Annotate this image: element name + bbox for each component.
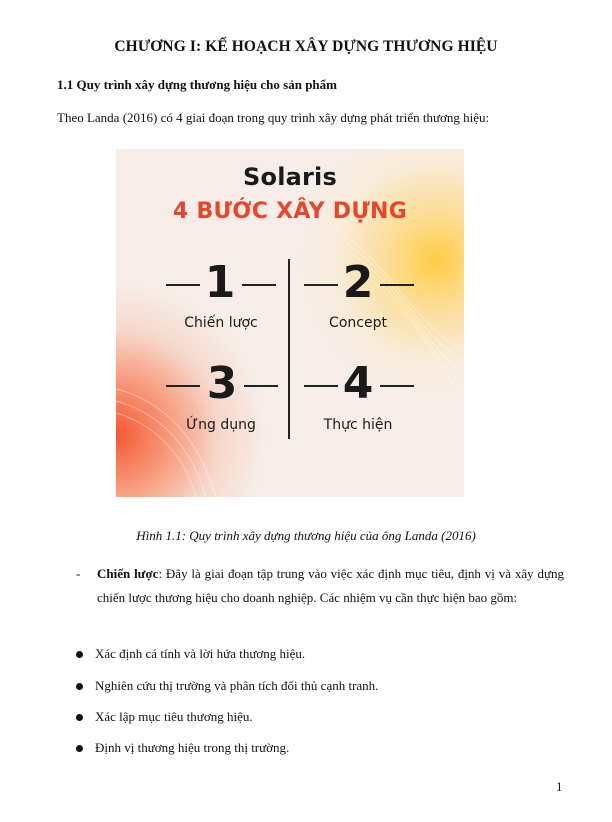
strategy-paragraph: [76, 562, 564, 609]
step-1-number: 1: [204, 257, 236, 308]
figure-headline: 4 BƯỚC XÂY DỰNG: [172, 199, 408, 224]
figure-divider: [288, 259, 290, 439]
intro-paragraph: Theo Landa (2016) có 4 giai đoạn trong quy trình xây dựng phát triển thương hiệu:: [57, 110, 490, 125]
step-2-left-line: [304, 284, 338, 286]
step-4-right-line: [380, 385, 414, 387]
strategy-term: Chiến lược: [97, 566, 159, 581]
list-item-text: Nghiên cứu thị trường và phân tích đối thủ cạnh tranh.: [95, 678, 379, 693]
list-item-text: Định vị thương hiệu trong thị trường.: [95, 740, 290, 755]
figure-caption: Hình 1.1: Quy trình xây dựng thương hiệu của ông Landa (2016): [136, 528, 476, 543]
step-2-number: 2: [342, 257, 374, 308]
bullet-icon: [76, 745, 83, 752]
step-4-label: Thực hiện: [323, 417, 393, 433]
step-3-right-line: [244, 385, 278, 387]
list-item-text: Xác định cá tính và lời hứa thương hiệu.: [95, 646, 306, 661]
page-number: 1: [556, 779, 563, 794]
step-1-label: Chiến lược: [184, 315, 258, 331]
list-item: [76, 740, 289, 756]
list-item-text: Xác lập mục tiêu thương hiệu.: [95, 709, 253, 724]
step-3-number: 3: [206, 358, 238, 409]
step-4-number: 4: [342, 358, 374, 409]
step-1-left-line: [166, 284, 200, 286]
step-1-right-line: [242, 284, 276, 286]
figure-brand-name: Solaris: [243, 163, 337, 191]
step-4-left-line: [304, 385, 338, 387]
step-3-left-line: [166, 385, 200, 387]
section-heading: 1.1 Quy trình xây dựng thương hiệu cho sản phẩm: [57, 77, 337, 92]
bullet-icon: [76, 651, 83, 658]
step-2-right-line: [380, 284, 414, 286]
dash-marker: -: [76, 566, 81, 581]
step-2-label: Concept: [329, 315, 387, 331]
bullet-icon: [76, 714, 83, 721]
bullet-icon: [76, 683, 83, 690]
list-item: [76, 646, 305, 662]
list-item: [76, 709, 253, 725]
chapter-title: CHƯƠNG I: KẾ HOẠCH XÂY DỰNG THƯƠNG HIỆU: [114, 38, 498, 55]
strategy-description: : Đây là giai đoạn tập trung vào việc xác định mục tiêu, định vị và xây dựng chiến lược thương hiệu cho doanh nghiệp. Các nhiệm vụ cần thực hiện bao gồm:: [97, 566, 564, 605]
list-item: [76, 678, 378, 694]
brand-steps-figure: [116, 149, 464, 497]
step-3-label: Ứng dụng: [186, 417, 256, 433]
